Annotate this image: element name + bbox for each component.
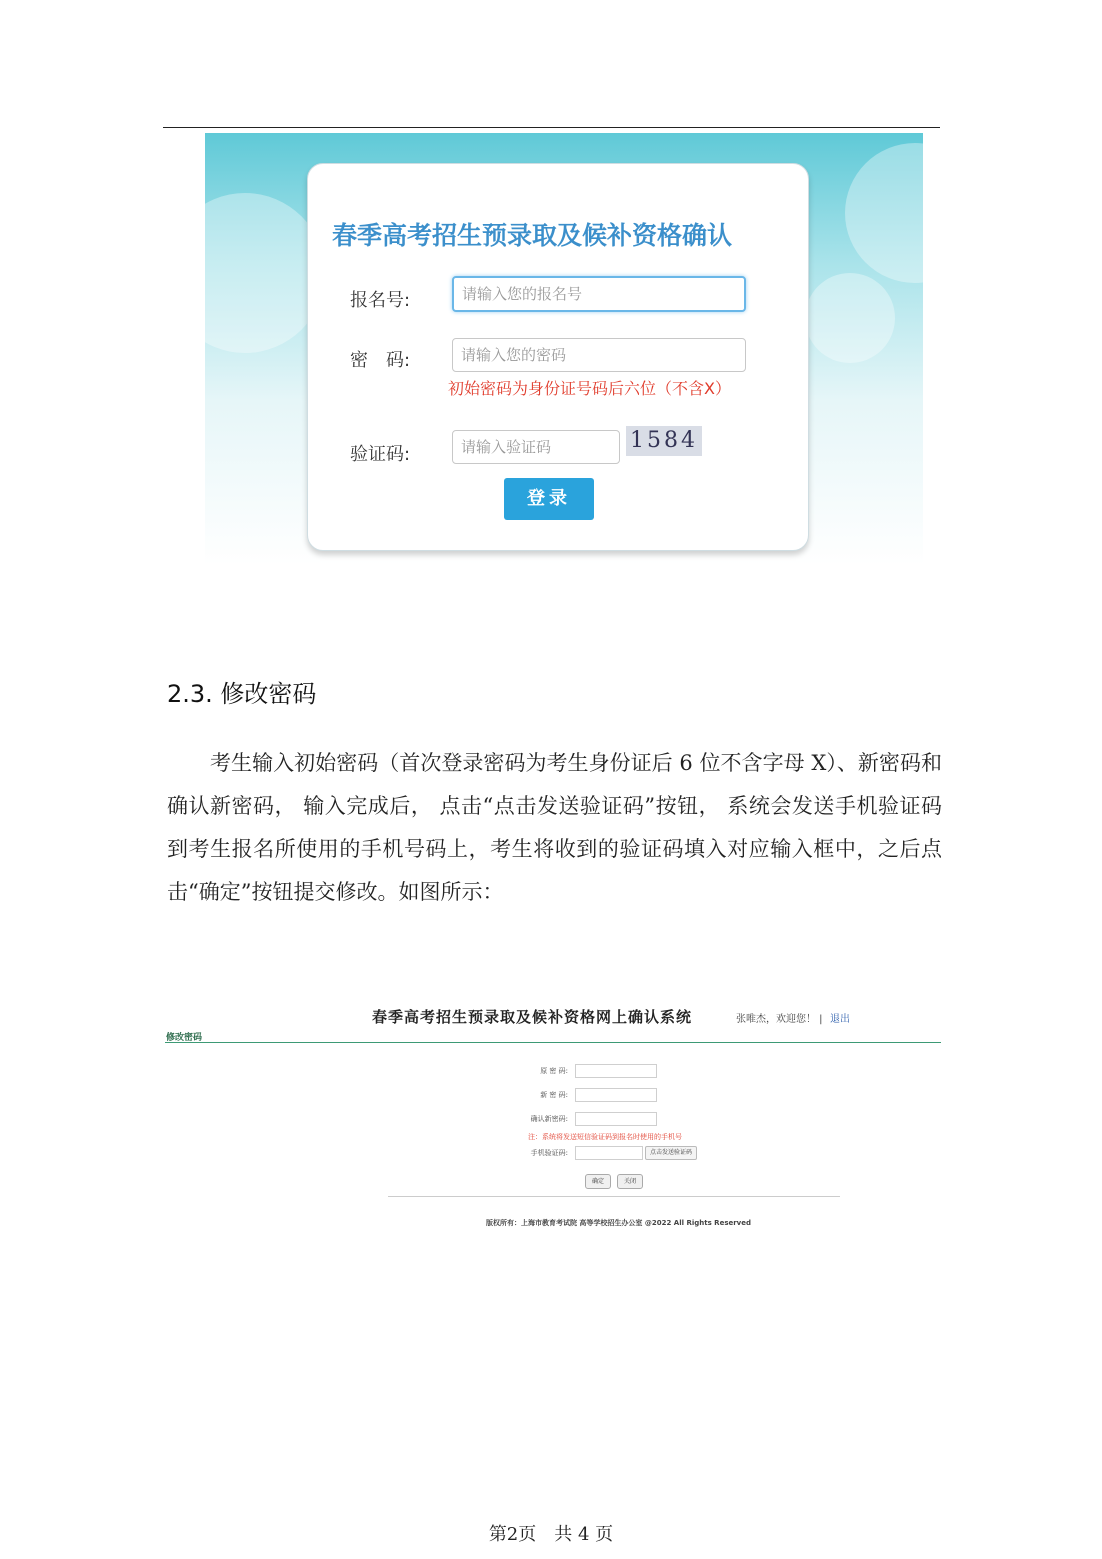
login-card bbox=[307, 163, 809, 551]
cp-new-pwd-label: 新 密 码: bbox=[540, 1091, 568, 1099]
decor-bubble bbox=[845, 143, 923, 283]
cp-close-button[interactable]: 关闭 bbox=[617, 1174, 643, 1189]
pwd-hint: 初始密码为身份证号码后六位（不含X） bbox=[448, 379, 731, 398]
cp-sms-input[interactable] bbox=[575, 1146, 643, 1160]
pwd-label: 密 码: bbox=[350, 350, 411, 371]
cp-copyright: 版权所有：上海市教育考试院 高等学校招生办公室 @2022 All Rights Reserved bbox=[486, 1219, 752, 1227]
login-title: 春季高考招生预录取及候补资格确认 bbox=[332, 221, 733, 250]
cp-confirm-button[interactable]: 确定 bbox=[585, 1174, 611, 1189]
cp-sms-label: 手机验证码: bbox=[530, 1149, 568, 1157]
header-rule bbox=[163, 127, 940, 128]
cp-system-title: 春季高考招生预录取及候补资格网上确认系统 bbox=[372, 1008, 693, 1026]
cp-send-code-button[interactable]: 点击发送验证码 bbox=[645, 1146, 697, 1160]
cp-new-pwd-input[interactable] bbox=[575, 1088, 657, 1102]
cp-tab-rule bbox=[165, 1042, 941, 1043]
login-button[interactable]: 登录 bbox=[504, 478, 594, 520]
cp-old-pwd-input[interactable] bbox=[575, 1064, 657, 1078]
cp-footer-rule bbox=[388, 1196, 840, 1197]
pwd-input[interactable]: 请输入您的密码 bbox=[452, 338, 746, 372]
section-paragraph: 考生输入初始密码（首次登录密码为考生身份证后 6 位不含字母 X）、新密码和确认新密码， 输入完成后， 点击“点击发送验证码”按钮， 系统会发送手机验证码到考生报名所使用的手机号码上，考生将收到的验证码填入对应输入框中，之后点击“确定”按钮提交修改。如图所示： bbox=[167, 751, 942, 904]
section-title: 2.3. 修改密码 bbox=[167, 680, 317, 708]
captcha-input[interactable]: 请输入验证码 bbox=[452, 430, 620, 464]
cp-confirm-pwd-input[interactable] bbox=[575, 1112, 657, 1126]
cp-old-pwd-label: 原 密 码: bbox=[540, 1067, 568, 1075]
captcha-image[interactable]: 1584 bbox=[626, 426, 702, 456]
cp-tab-change-password[interactable]: 修改密码 bbox=[166, 1033, 203, 1043]
decor-bubble bbox=[805, 273, 895, 363]
cp-logout-link[interactable]: 退出 bbox=[830, 1014, 850, 1025]
captcha-label: 验证码: bbox=[350, 444, 411, 465]
cp-welcome: 张唯杰，欢迎您！ | bbox=[736, 1014, 823, 1025]
login-screenshot bbox=[205, 133, 923, 565]
reg-input[interactable]: 请输入您的报名号 bbox=[452, 276, 746, 312]
cp-note: 注：系统将发送短信验证码到报名时使用的手机号 bbox=[528, 1133, 682, 1141]
page-number: 第2页 共 4 页 bbox=[488, 1524, 614, 1545]
reg-label: 报名号: bbox=[350, 290, 411, 311]
cp-confirm-pwd-label: 确认新密码: bbox=[530, 1115, 568, 1123]
